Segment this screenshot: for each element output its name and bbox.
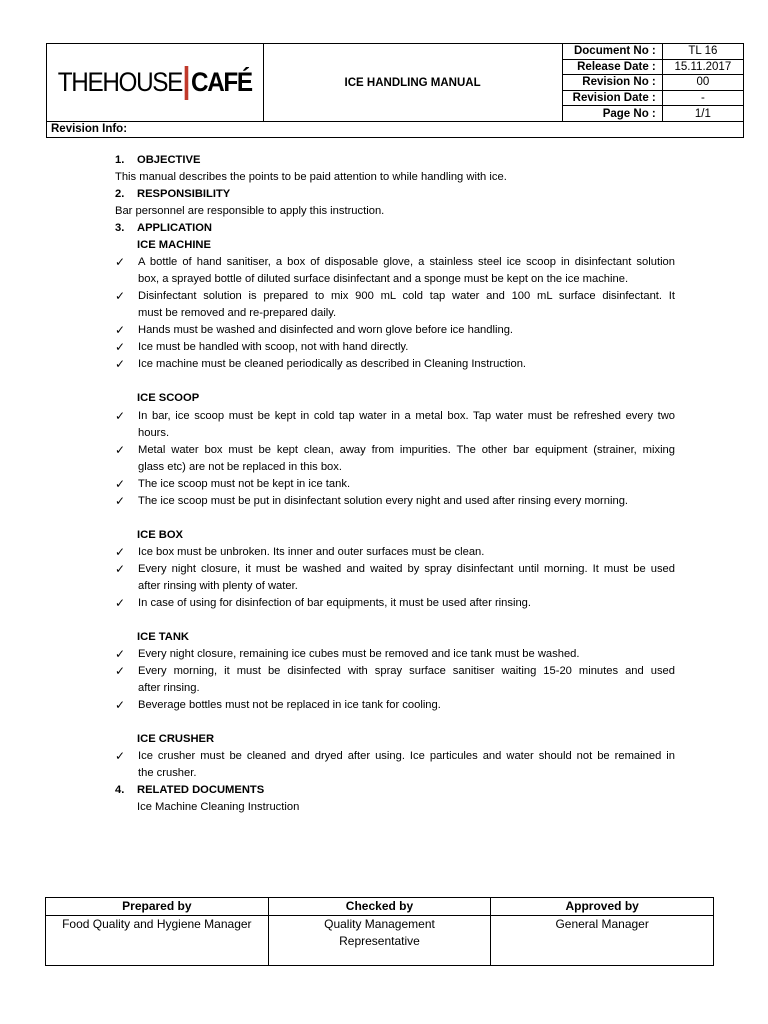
check-icon: ✓ xyxy=(115,596,126,610)
signature-prepared-by: Food Quality and Hygiene Manager xyxy=(46,916,269,966)
list-item-line: Every night closure, it must be washed and waited by spray disinfectant until morning. It must be used xyxy=(138,563,675,575)
check-icon: ✓ xyxy=(115,323,126,337)
list-item-line: hours. xyxy=(138,427,170,439)
related-document-link: Ice Machine Cleaning Instruction xyxy=(137,801,300,813)
meta-label-revision-no: Revision No : xyxy=(562,75,662,91)
list-item-line: the crusher. xyxy=(138,767,197,779)
meta-label-page-no: Page No : xyxy=(562,106,662,122)
list-item-line: Ice must be handled with scoop, not with hand directly. xyxy=(138,341,409,353)
list-item-line: must be removed and re-prepared daily. xyxy=(138,307,337,319)
section-number: 4. xyxy=(115,784,125,796)
check-icon: ✓ xyxy=(115,562,126,576)
list-item-line: glass etc) are not be replaced in this box. xyxy=(138,461,342,473)
check-icon: ✓ xyxy=(115,494,126,508)
list-item-line: In case of using for disinfection of bar equipments, it must be used after rinsing. xyxy=(138,597,532,609)
meta-value-revision-date: - xyxy=(662,90,743,106)
meta-label-release-date: Release Date : xyxy=(562,59,662,75)
logo-divider xyxy=(185,66,189,100)
check-icon: ✓ xyxy=(115,255,126,269)
list-item-line: The ice scoop must be put in disinfectant solution every night and used after rinsing every morning. xyxy=(138,495,629,507)
section-title-related-documents: RELATED DOCUMENTS xyxy=(137,784,265,796)
list-item-line: Ice crusher must be cleaned and dryed after using. Ice particules and water should not be remained in xyxy=(138,750,675,762)
subsection-title-ice-machine: ICE MACHINE xyxy=(137,239,211,251)
subsection-title-ice-box: ICE BOX xyxy=(137,529,184,541)
check-icon: ✓ xyxy=(115,443,126,457)
check-icon: ✓ xyxy=(115,664,126,678)
logo-text-right: CAFÉ xyxy=(191,67,252,97)
check-icon: ✓ xyxy=(115,647,126,661)
check-icon: ✓ xyxy=(115,357,126,371)
logo-cell xyxy=(47,44,264,122)
signature-approved-by: General Manager xyxy=(491,916,714,966)
list-item-line: The ice scoop must not be kept in ice tank. xyxy=(138,478,351,490)
section-number: 2. xyxy=(115,188,125,200)
signature-header-approved: Approved by xyxy=(491,898,714,916)
meta-value-document-no: TL 16 xyxy=(662,44,743,60)
signature-header-checked: Checked by xyxy=(268,898,491,916)
check-icon: ✓ xyxy=(115,409,126,423)
list-item-line: Ice box must be unbroken. Its inner and outer surfaces must be clean. xyxy=(138,546,485,558)
section-title-objective: OBJECTIVE xyxy=(137,154,201,166)
signature-checked-by: Quality Management Representative xyxy=(268,916,491,966)
signature-header-prepared: Prepared by xyxy=(46,898,269,916)
document-header-table xyxy=(46,43,744,138)
check-icon: ✓ xyxy=(115,289,126,303)
signature-table xyxy=(45,897,714,966)
section-title-application: APPLICATION xyxy=(137,222,212,234)
subsection-title-ice-scoop: ICE SCOOP xyxy=(137,392,200,404)
revision-info: Revision Info: xyxy=(47,122,744,138)
objective-text: This manual describes the points to be paid attention to while handling with ice. xyxy=(115,171,507,183)
document-title: ICE HANDLING MANUAL xyxy=(263,44,562,122)
meta-value-release-date: 15.11.2017 xyxy=(662,59,743,75)
subsection-title-ice-crusher: ICE CRUSHER xyxy=(137,733,215,745)
subsection-title-ice-tank: ICE TANK xyxy=(137,631,189,643)
list-item-line: Every morning, it must be disinfected with spray surface sanitiser waiting 15-20 minutes and used xyxy=(138,665,675,677)
list-item-line: Beverage bottles must not be replaced in ice tank for cooling. xyxy=(138,699,441,711)
list-item-line: after rinsing. xyxy=(138,682,200,694)
list-item-line: box, a sprayed bottle of diluted surface disinfectant and a sponge must be kept on the ice machine. xyxy=(138,273,629,285)
list-item-line: Ice machine must be cleaned periodically as described in Cleaning Instruction. xyxy=(138,358,527,370)
meta-label-revision-date: Revision Date : xyxy=(562,90,662,106)
list-item-line: Disinfectant solution is prepared to mix 900 mL cold tap water and 100 mL surface disinfectant. It xyxy=(138,290,675,302)
list-item-line: Every night closure, remaining ice cubes must be removed and ice tank must be washed. xyxy=(138,648,580,660)
meta-value-page-no: 1/1 xyxy=(662,106,743,122)
list-item-line: In bar, ice scoop must be kept in cold tap water in a metal box. Tap water must be refreshed every two xyxy=(138,410,675,422)
section-number: 1. xyxy=(115,154,125,166)
list-item-line: after rinsing with plenty of water. xyxy=(138,580,298,592)
check-icon: ✓ xyxy=(115,340,126,354)
check-icon: ✓ xyxy=(115,698,126,712)
meta-value-revision-no: 00 xyxy=(662,75,743,91)
logo-text-left: THEHOUSE xyxy=(57,67,183,97)
list-item-line: A bottle of hand sanitiser, a box of disposable glove, a stainless steel ice scoop in disinfectant solution xyxy=(138,256,675,268)
check-icon: ✓ xyxy=(115,545,126,559)
list-item-line: Hands must be washed and disinfected and worn glove before ice handling. xyxy=(138,324,514,336)
company-logo xyxy=(58,66,252,100)
section-title-responsibility: RESPONSIBILITY xyxy=(137,188,231,200)
section-number: 3. xyxy=(115,222,125,234)
responsibility-text: Bar personnel are responsible to apply this instruction. xyxy=(115,205,385,217)
list-item-line: Metal water box must be kept clean, away from impurities. The other bar equipment (strainer, mixing xyxy=(138,444,675,456)
meta-label-document-no: Document No : xyxy=(562,44,662,60)
check-icon: ✓ xyxy=(115,749,126,763)
check-icon: ✓ xyxy=(115,477,126,491)
